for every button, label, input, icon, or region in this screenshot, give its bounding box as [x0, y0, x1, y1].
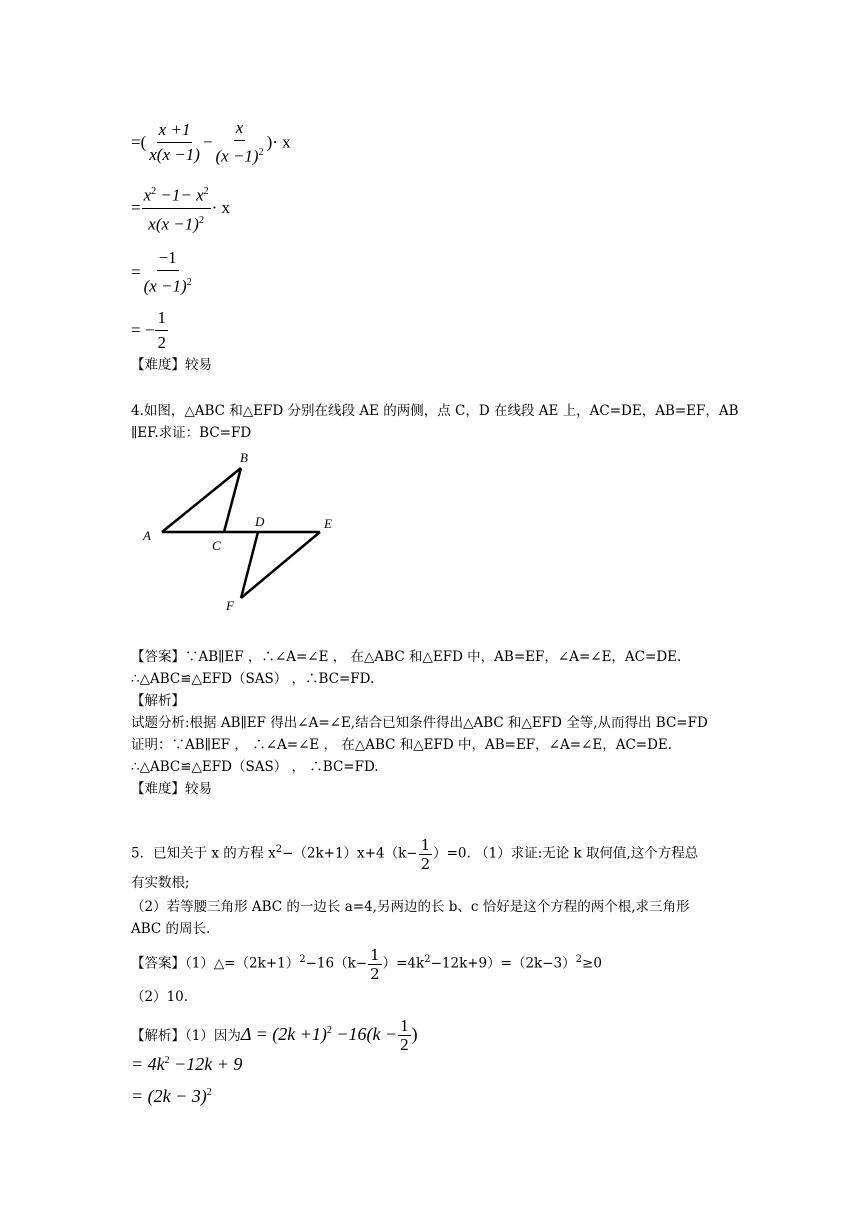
question-5-answer-2: （2）10.	[131, 989, 189, 1005]
math-line-1: =( $\frac{x +1}{x(x -1)}$ − $\frac{x}{(x -1)^2}$ )· x	[131, 118, 291, 166]
question-4-analysis-3: ∴△ABC≌△EFD（SAS） ， ∴BC=FD.	[131, 759, 379, 775]
math-line-3: = $\frac{-1}{(x -1)^2}$	[131, 248, 192, 296]
math-line-4: = − $\frac{1}{2}$	[131, 308, 166, 352]
question-4-line-1: 4.如图，△ABC 和△EFD 分别在线段 AE 的两侧，点 C，D 在线段 AE 上，AC=DE，AB=EF，AB	[131, 403, 739, 419]
segment-fd	[241, 532, 258, 598]
question-5-answer-1: 【答案】$(1)\triangle=(2k+1)^2-16(k-$ $\frac{1}{2}$ ）$=4k^2-12k+9)=(2k-3)^2\ge 0$	[131, 945, 602, 983]
segment-bc	[224, 468, 241, 532]
label-d: D	[255, 514, 265, 529]
segment-ef	[241, 532, 320, 598]
question-4-difficulty: 【难度】较易	[131, 781, 212, 797]
fraction: $\frac{1}{2}$	[370, 945, 380, 983]
question-5-line-3: （2）若等腰三角形 ABC 的一边长 a=4,另两边的长 b、c 恰好是这个方程的两个根,求三角形	[131, 899, 690, 915]
label-c: C	[212, 538, 221, 553]
question-4-answer-1: 【答案】∵AB∥EF ，∴∠A=∠E ， 在△ABC 和△EFD 中，AB=EF，∠A=∠E，AC=DE.	[131, 649, 682, 665]
label-e: E	[324, 516, 332, 531]
question-4-analysis-title: 【解析】	[131, 693, 185, 709]
question-4-line-2: ∥EF.求证：BC=FD	[131, 425, 252, 441]
fraction: $\frac{x^2 -1- x^2}{x(x -1)^2}$	[142, 182, 211, 234]
fraction: $\frac{x +1}{x(x -1)}$	[149, 119, 200, 164]
segment-ab	[162, 468, 241, 532]
fraction: $\frac{1}{2}$	[157, 308, 166, 352]
question-5-analysis-3: = $(2k - 3)^2$	[131, 1086, 212, 1106]
math-line-2: = $\frac{x^2 -1- x^2}{x(x -1)^2}$ · x	[131, 182, 230, 234]
fraction: $\frac{1}{2}$	[420, 835, 431, 873]
difficulty-label: 【难度】较易	[131, 357, 212, 373]
fraction: $\frac{-1}{(x -1)^2}$	[143, 248, 192, 296]
geometry-figure	[140, 448, 350, 622]
question-5-line-4: ABC 的周长.	[131, 921, 211, 937]
triangles-diagram	[140, 448, 350, 618]
question-5-analysis-2: = $4k^2 -12k + 9$	[131, 1054, 243, 1074]
label-b: B	[240, 450, 248, 465]
question-5-line-2: 有实数根;	[131, 875, 190, 891]
fraction: $\frac{1}{2}$	[400, 1016, 409, 1055]
question-5-analysis-1: 【解析】（1）因为$\Delta = (2k +1)^2 -16(k$ − $\frac{1}{2}$ )	[131, 1016, 418, 1055]
question-4-analysis-1: 试题分析:根据 AB∥EF 得出∠A=∠E,结合已知条件得出△ABC 和△EFD 全等,从而得出 BC=FD	[131, 715, 708, 731]
question-5-line-1: 5．已知关于 x 的方程 $x^2-(2k+1)x+4(k-$ $\frac{1}{2}$ ）=0. （1）求证:无论 k 取何值,这个方程总	[131, 835, 699, 873]
question-4-analysis-2: 证明：∵AB∥EF ， ∴∠A=∠E ， 在△ABC 和△EFD 中，AB=EF，∠A=∠E，AC=DE.	[131, 737, 673, 753]
question-4-answer-2: ∴△ABC≌△EFD（SAS） ，∴BC=FD.	[131, 671, 375, 687]
label-f: F	[226, 598, 234, 613]
fraction: $\frac{x}{(x -1)^2}$	[215, 118, 264, 166]
label-a: A	[143, 528, 151, 543]
